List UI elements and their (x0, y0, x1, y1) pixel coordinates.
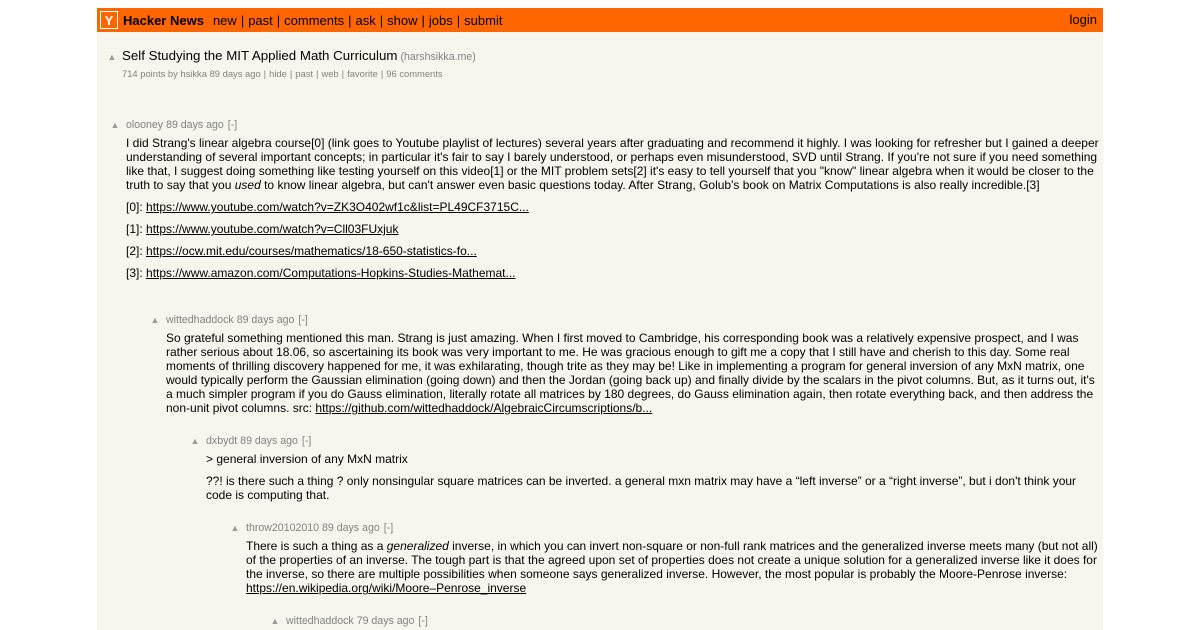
past-link[interactable]: past (295, 68, 314, 79)
comment-user[interactable]: wittedhaddock (166, 314, 234, 326)
top-bar (97, 8, 1103, 32)
story-site[interactable]: (harshsikka.me) (400, 51, 476, 63)
story-points: 714 points (122, 68, 166, 79)
ref-link[interactable]: https://www.youtube.com/watch?v=ZK3O402wf1c&list=PL49CF3715C... (146, 200, 529, 214)
comment-user[interactable]: dxbydt (206, 435, 238, 447)
comment-age[interactable]: 79 days ago (356, 615, 415, 627)
comment-header (150, 314, 1100, 326)
hn-logo[interactable]: Y (100, 11, 118, 29)
story-user[interactable]: hsikka (180, 68, 207, 79)
page-frame (97, 8, 1103, 630)
upvote-arrow-icon[interactable]: ▲ (110, 120, 120, 130)
comment-text: So grateful something mentioned this man. Strang is just amazing. When I first moved to Cambridge, his corresponding book was a relatively expensive prospect, and I was rather serious about 18.06, so ascertaining its book was very important to me. He was gracious enough to gift me a copy that I still have and cherish to this day. Some real moments of thrilling discovery happened for me, it was exhilarating, though trite as they may be! Like in implementing a program for general inversion of any MxN matrix, one would typically perform the Gaussian elimination (going down) and then the Jordan (going back up) and finally divide by the scalars in the pivot columns. But, as it turns out, it's a much simpler program if you do Gauss elimination, literally rotate all matrices by 180 degrees, do Gauss elimination again, then rotate everything back, and then address the non-unit pivot columns. src: https://github.com/wittedhaddock/AlgebraicCircumscriptions/b... (166, 331, 1095, 415)
main-nav: new | past | comments | ask | show | jobs | submit (212, 12, 503, 28)
story-item (107, 48, 1087, 79)
source-link[interactable]: https://github.com/wittedhaddock/AlgebraicCircumscriptions/b... (315, 401, 653, 415)
story-title[interactable]: Self Studying the MIT Applied Math Curriculum (122, 48, 398, 63)
comment (150, 314, 1100, 423)
collapse-toggle[interactable]: [-] (298, 314, 308, 326)
upvote-arrow-icon[interactable]: ▲ (270, 616, 280, 626)
comment-header (270, 615, 1100, 627)
nav-past[interactable]: past (248, 12, 273, 28)
comment-age[interactable]: 89 days ago (166, 119, 224, 131)
upvote-arrow-icon[interactable]: ▲ (230, 523, 240, 533)
comment-user[interactable]: olooney (126, 119, 164, 131)
comment-age[interactable]: 89 days ago (240, 435, 298, 447)
nav-comments[interactable]: comments (284, 12, 345, 28)
comment-age[interactable]: 89 days ago (236, 314, 295, 326)
upvote-arrow-icon[interactable]: ▲ (190, 436, 200, 446)
collapse-toggle[interactable]: [-] (301, 435, 312, 447)
comment-text: > general inversion of any MxN matrix ??! is there such a thing ? only nonsingular square matrices can be inverted. a general mxn matrix may have a “left inverse” or a “right inverse”, but i don't think your code is computing that. (206, 452, 1077, 502)
nav-jobs[interactable]: jobs (428, 12, 453, 28)
story-subtext: 714 points by hsikka 89 days ago | hide | past | web | favorite | 96 comments (122, 68, 443, 79)
favorite-link[interactable]: favorite (347, 68, 378, 79)
comment-user[interactable]: throw20102010 (246, 522, 320, 534)
comments-count-link[interactable]: 96 comments (386, 68, 443, 79)
story-age[interactable]: 89 days ago (209, 68, 261, 79)
ref-link[interactable]: https://www.youtube.com/watch?v=Cll03FUxjuk (146, 222, 399, 236)
upvote-arrow-icon[interactable]: ▲ (150, 315, 160, 325)
site-name[interactable]: Hacker News (123, 12, 204, 28)
nav-show[interactable]: show (387, 12, 418, 28)
comment-text: I did Strang's linear algebra course[0] (link goes to Youtube playlist of lectures) several years after graduating and recommend it highly. I was looking for refresher but I gained a deeper understanding of several important concepts; in particular it's fair to say I barely understood, or perhaps even misunderstood, SVD until Strang. If you're not sure if you need something like that, I suggest doing something like testing yourself on this video[1] or the MIT problem sets[2] it's easy to tell yourself that you "know" linear algebra when it would be closer to the truth to say that you used to know linear algebra, but can't answer even basic questions today. After Strang, Golub's book on Matrix Computations is also really incredible.[3] [0]: https://www.youtube.com/watch?v=ZK3O402wf1c&list=PL49CF3715C... [1]: https://www.youtube.com/watch?v=Cll03FUxjuk [2]: https://ocw.mit.edu/courses/mathematics/18-650-statistics-fo... [3]: https://www.amazon.com/Computations-Hopkins-Studies-Mathemat... (126, 136, 1099, 280)
comment (110, 119, 1100, 288)
collapse-toggle[interactable]: [-] (418, 615, 428, 627)
ref-link[interactable]: https://ocw.mit.edu/courses/mathematics/18-650-statistics-fo... (146, 244, 477, 258)
comment-header (110, 119, 1100, 131)
collapse-toggle[interactable]: [-] (383, 522, 394, 534)
comment-header (230, 522, 1100, 534)
collapse-toggle[interactable]: [-] (227, 119, 238, 131)
wikipedia-link[interactable]: https://en.wikipedia.org/wiki/Moore–Penrose_inverse (246, 581, 527, 595)
hide-link[interactable]: hide (269, 68, 287, 79)
comment-age[interactable]: 89 days ago (322, 522, 380, 534)
ref-link[interactable]: https://www.amazon.com/Computations-Hopkins-Studies-Mathemat... (146, 266, 516, 280)
nav-new[interactable]: new (212, 12, 237, 28)
nav-ask[interactable]: ask (355, 12, 376, 28)
comment-header (190, 435, 1100, 447)
comment-user[interactable]: wittedhaddock (286, 615, 354, 627)
web-link[interactable]: web (321, 68, 339, 79)
upvote-arrow-icon[interactable]: ▲ (107, 52, 117, 62)
nav-submit[interactable]: submit (464, 12, 503, 28)
story-by-label: by (167, 68, 178, 79)
comment (230, 522, 1100, 603)
comment (190, 435, 1100, 510)
login-link[interactable]: login (1069, 12, 1097, 27)
comment (270, 615, 1100, 627)
comment-text: There is such a thing as a generalized inverse, in which you can invert non-square or non-full rank matrices and the generalized inverse meets many (but not all) of the properties of an inverse. The tough part is that the agreed upon set of properties does not create a unique solution for a generalized inverse like it does for the inverse, so there are multiple possibilities when someone says generalized inverse. However, the most popular is probably the Moore-Penrose inverse: https://en.wikipedia.org/wiki/Moore–Penrose_inverse (246, 539, 1098, 595)
